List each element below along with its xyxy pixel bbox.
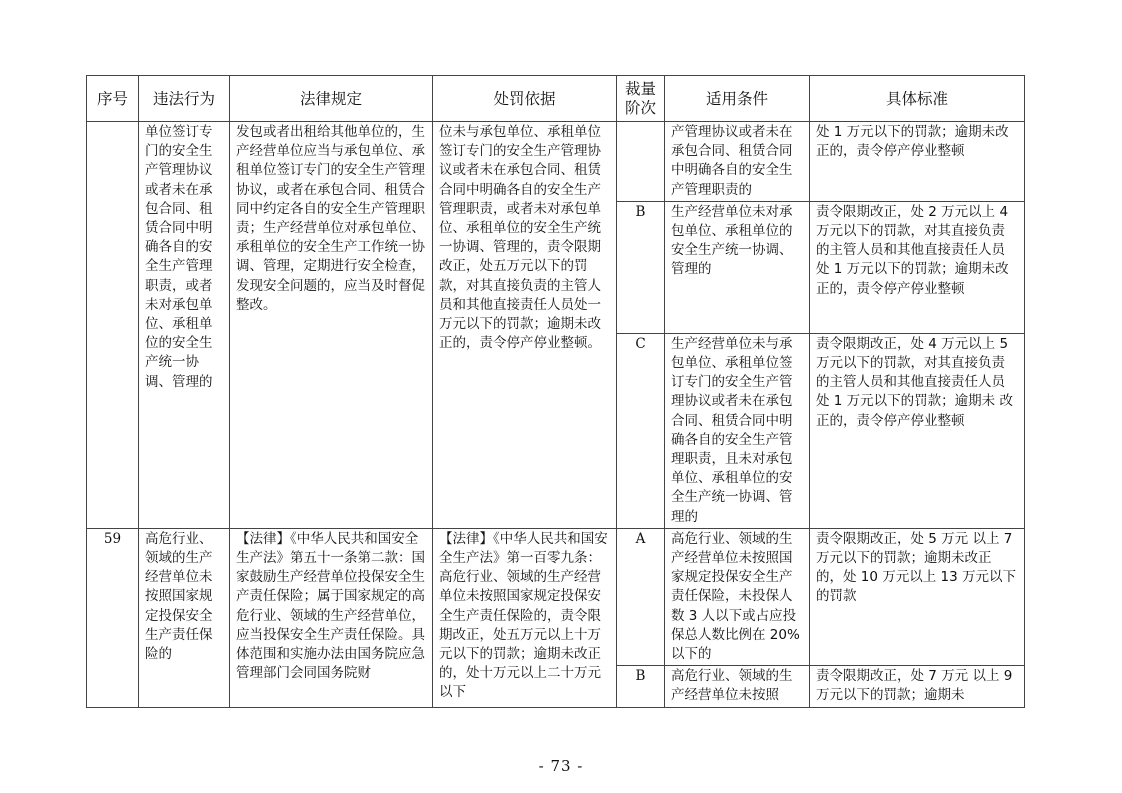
applicable-condition: 生产经营单位未与承包单位、承租单位签订专门的安全生产管理协议或者未在承包合同、租赁合同中明确各自的安全生产管理职责，且未对承包单位、承租单位的安全生产统一协调、管理的 <box>665 333 810 528</box>
violation-behavior: 单位签订专门的安全生产管理协议或者未在承包合同、租赁合同中明确各自的安全生产管理职责，或者未对承包单位、承租单位的安全生产统一协调、管理的 <box>139 122 230 529</box>
specific-standard: 责令限期改正，处 2 万元以上 4 万元以下的罚款，对其直接负责的主管人员和其他直接责任人员处 1 万元以下的罚款；逾期未改正的，责令停产停业整顿 <box>810 201 1025 333</box>
discretion-level: B <box>617 201 665 333</box>
penalty-basis: 【法律】《中华人民共和国安全生产法》第一百零九条：高危行业、领域的生产经营单位未按照国家规定投保安全生产责任保险的，责令限期改正，处五万元以上十万元以下的罚款；逾期未改正的，处十万元以上二十万元以下 <box>433 528 617 707</box>
discretion-level: A <box>617 528 665 665</box>
legal-provision: 【法律】《中华人民共和国安全生产法》第五十一条第二款：国家鼓励生产经营单位投保安全生产责任保险；属于国家规定的高危行业、领域的生产经营单位，应当投保安全生产责任保险。具体范围和实施办法由国务院应急管理部门会同国务院财 <box>230 528 433 707</box>
discretion-level <box>617 122 665 202</box>
violation-behavior: 高危行业、领域的生产经营单位未按照国家规定投保安全生产责任保险的 <box>139 528 230 707</box>
specific-standard: 责令限期改正，处 4 万元以上 5 万元以下的罚款，对其直接负责的主管人员和其他直接责任人员处 1 万元以下的罚款；逾期未 改正的，责令停产停业整顿 <box>810 333 1025 528</box>
penalty-basis: 位未与承包单位、承租单位签订专门的安全生产管理协议或者未在承包合同、租赁合同中明确各自的安全生产管理职责，或者未对承包单位、承租单位的安全生产统一协调、管理的，责令限期改正，处五万元以下的罚款，对其直接负责的主管人员和其他直接责任人员处一万元以下的罚款；逾期未改正的，责令停产停业整顿。 <box>433 122 617 529</box>
applicable-condition: 产管理协议或者未在承包合同、租赁合同中明确各自的安全生产管理职责的 <box>665 122 810 202</box>
table-row <box>87 122 1025 202</box>
header-behavior: 违法行为 <box>139 76 230 122</box>
header-row <box>87 76 1025 122</box>
penalty-table <box>86 75 1025 708</box>
specific-standard: 责令限期改正，处 7 万元 以上 9 万元以下的罚款；逾期未 <box>810 666 1025 707</box>
header-standard: 具体标准 <box>810 76 1025 122</box>
row-number <box>87 122 139 529</box>
row-number: 59 <box>87 528 139 707</box>
specific-standard: 处 1 万元以下的罚款；逾期未改正的，责令停产停业整顿 <box>810 122 1025 202</box>
discretion-level: C <box>617 333 665 528</box>
page-number: - 73 - <box>538 757 584 775</box>
header-basis: 处罚依据 <box>433 76 617 122</box>
header-condition: 适用条件 <box>665 76 810 122</box>
header-law: 法律规定 <box>230 76 433 122</box>
legal-provision: 发包或者出租给其他单位的，生产经营单位应当与承包单位、承租单位签订专门的安全生产管理协议，或者在承包合同、租赁合同中约定各自的安全生产管理职责；生产经营单位对承包单位、承租单位的安全生产工作统一协调、管理，定期进行安全检查，发现安全问题的，应当及时督促整改。 <box>230 122 433 529</box>
discretion-level: B <box>617 666 665 707</box>
applicable-condition: 高危行业、领域的生产经营单位未按照 <box>665 666 810 707</box>
applicable-condition: 生产经营单位未对承包单位、承租单位的安全生产统一协调、管理的 <box>665 201 810 333</box>
applicable-condition: 高危行业、领域的生产经营单位未按照国家规定投保安全生产责任保险，未投保人数 3 人以下或占应投保总人数比例在 20%以下的 <box>665 528 810 665</box>
table-row <box>87 528 1025 665</box>
specific-standard: 责令限期改正，处 5 万元 以上 7 万元以下的罚款；逾期未改正的，处 10 万元以上 13 万元以下的罚款 <box>810 528 1025 665</box>
header-no: 序号 <box>87 76 139 122</box>
header-level: 裁量 阶次 <box>617 76 665 122</box>
